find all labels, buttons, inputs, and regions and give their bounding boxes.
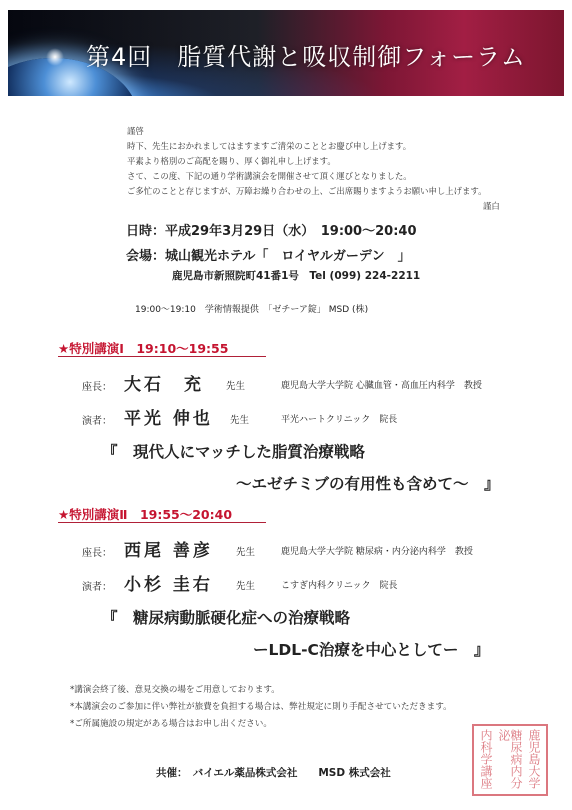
letter-opening: 謹啓: [127, 126, 144, 136]
event-address: 鹿児島市新照院町41番1号 Tel (099) 224-2211: [172, 270, 421, 282]
chair-affiliation: 鹿児島大学大学院 糖尿病・内分泌内科学 教授: [281, 547, 473, 557]
note-item: *講演会終了後、意見交換の場をご用意しております。: [70, 685, 280, 695]
speaker-name: 小杉 圭右: [124, 575, 213, 595]
page-title: 第4回 脂質代謝と吸収制御フォーラム: [86, 43, 526, 71]
lecture1-title-line2: ～エゼチミブの有用性も含めて～ 』: [236, 475, 500, 493]
speaker-affiliation: 平光ハートクリニック 院長: [281, 415, 398, 425]
lecture1-title-line1: 『 現代人にマッチした脂質治療戦略: [102, 443, 365, 461]
letter-line: さて、この度、下記の通り学術講演会を開催させて頂く運びとなりました。: [127, 171, 412, 181]
lecture2-title-line1: 『 糖尿病動脈硬化症への治療戦略: [102, 609, 351, 627]
letter-line: 平素より格別のご高配を賜り、厚く御礼申し上げます。: [127, 156, 336, 166]
star-flare-icon: [46, 48, 64, 66]
university-seal-stamp: 鹿児島大学 糖尿病内分泌 内科学講座: [472, 724, 548, 796]
event-datetime: 日時：平成29年3月29日（水） 19:00～20:40: [126, 224, 417, 239]
sponsors: 共催： バイエル薬品株式会社 MSD 株式会社: [156, 767, 391, 779]
lecture1-underline: [58, 356, 266, 357]
chair-name: 大石 充: [124, 375, 204, 395]
chair-title: 先生: [226, 381, 246, 392]
letter-closing: 謹白: [483, 201, 500, 211]
lecture2-header: ★特別講演Ⅱ 19:55～20:40: [58, 507, 233, 522]
speaker-title: 先生: [236, 581, 256, 592]
speaker-role: 演者：: [82, 416, 112, 427]
lecture2-underline: [58, 522, 266, 523]
letter-line: ご多忙のことと存じますが、万障お繰り合わせの上、ご出席賜りますようお願い申し上げます。: [127, 186, 487, 196]
lecture1-header: ★特別講演Ⅰ 19:10～19:55: [58, 341, 229, 356]
header-banner: [8, 10, 564, 96]
note-item: *ご所属施設の規定がある場合はお申し出ください。: [70, 719, 272, 729]
speaker-affiliation: こすぎ内科クリニック 院長: [281, 581, 398, 591]
speaker-title: 先生: [230, 415, 250, 426]
info-session: 19:00～19:10 学術情報提供 「ゼチーア錠」 MSD (株): [135, 305, 369, 315]
chair-title: 先生: [236, 547, 256, 558]
letter-line: 時下、先生におかれましてはますますご清栄のこととお慶び申し上げます。: [127, 141, 412, 151]
note-item: *本講演会のご参加に伴い弊社が旅費を負担する場合は、弊社規定に則り手配させていただきます。: [70, 702, 452, 712]
lecture2-title-line2: ーLDL-C治療を中心としてー 』: [253, 641, 490, 659]
event-venue: 会場：城山観光ホテル「 ロイヤルガーデン 」: [126, 249, 411, 264]
chair-role: 座長：: [82, 382, 112, 393]
speaker-name: 平光 伸也: [124, 409, 213, 429]
chair-name: 西尾 善彦: [124, 541, 213, 561]
speaker-role: 演者：: [82, 582, 112, 593]
chair-role: 座長：: [82, 548, 112, 559]
chair-affiliation: 鹿児島大学大学院 心臓血管・高血圧内科学 教授: [281, 381, 482, 391]
